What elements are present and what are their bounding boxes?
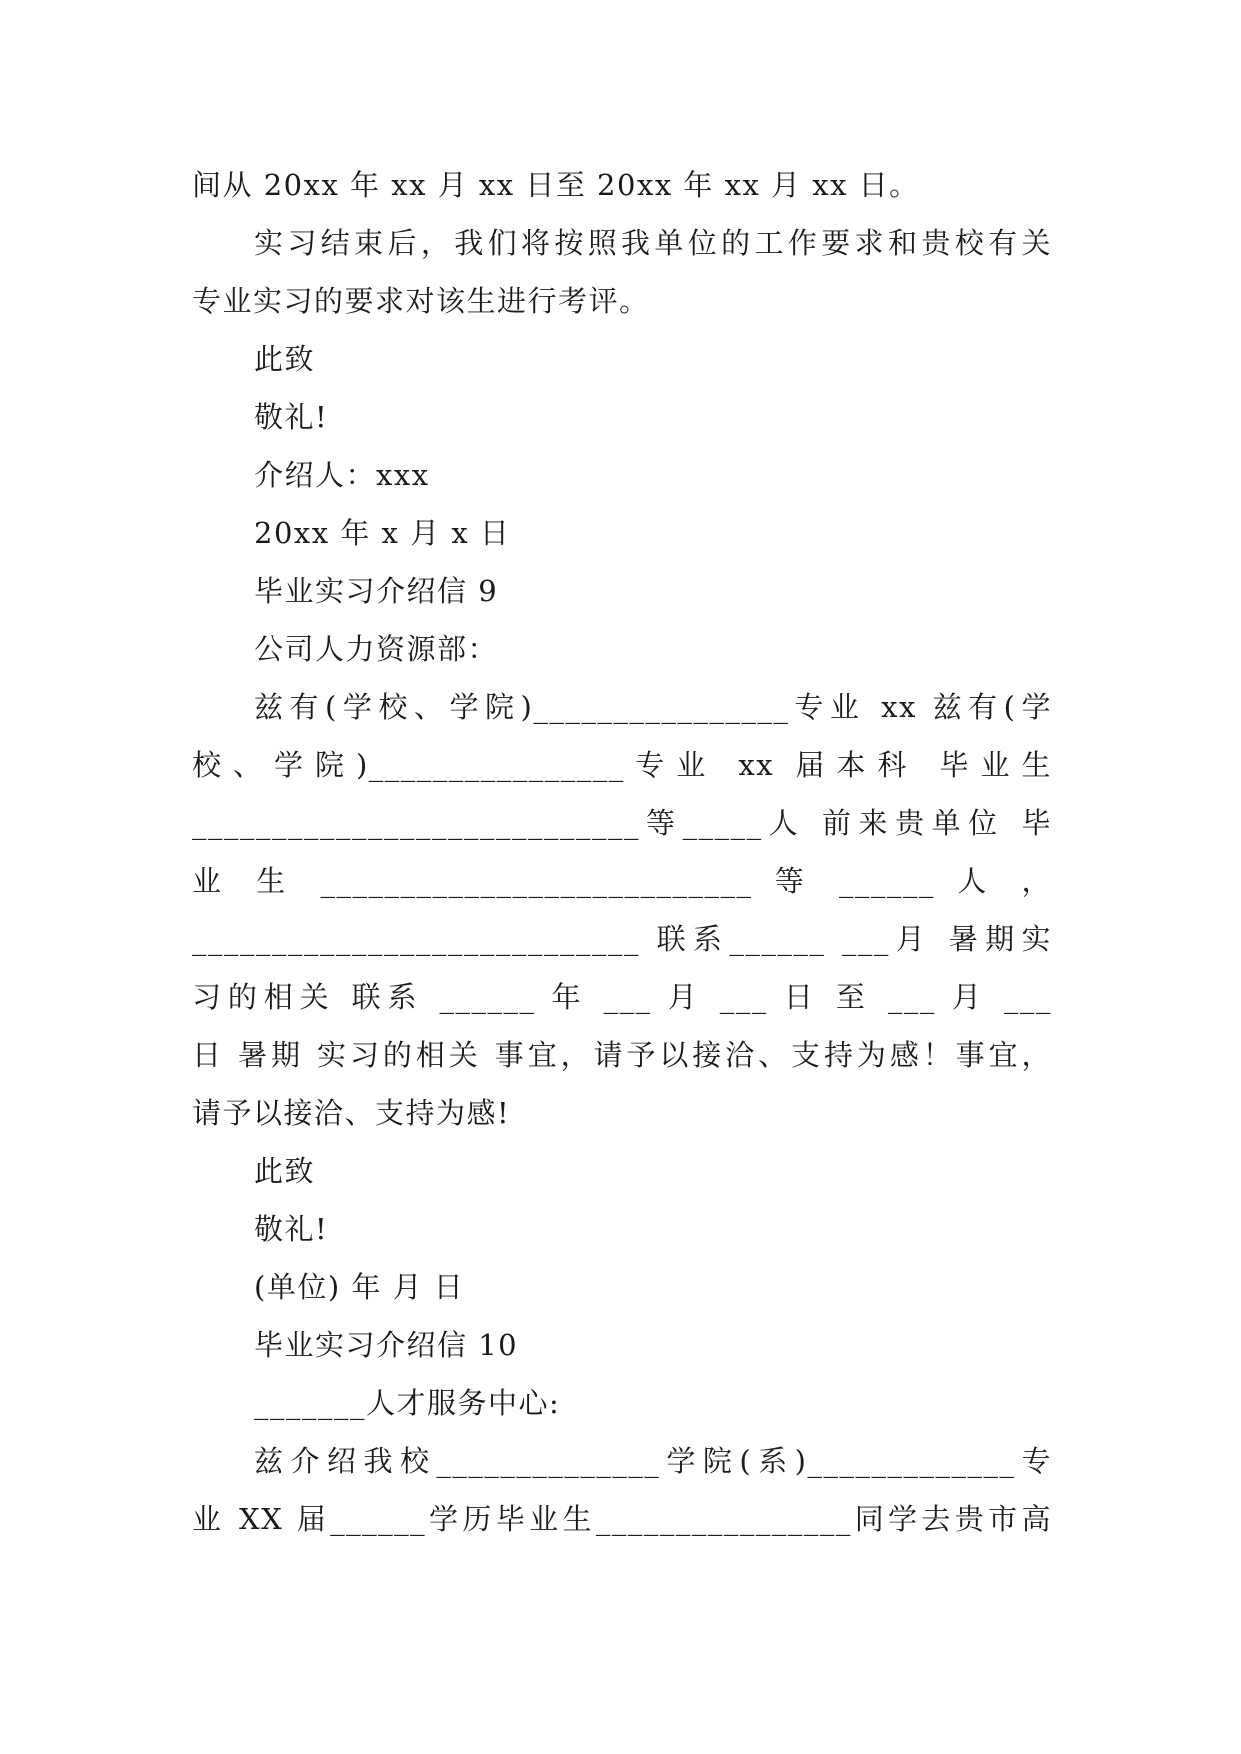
recipient-line: _______人才服务中心: — [254, 1386, 561, 1420]
text-line: 习的相关 联系 ______ 年 ___ 月 ___ 日 至 ___ 月 ___ — [192, 980, 1052, 1014]
text-line: 专业实习的要求对该生进行考评。 — [192, 284, 650, 318]
salutation-line: 此致 — [254, 342, 316, 376]
text-line: 业 XX 届______学历毕业生________________同学去贵市高 — [192, 1502, 1052, 1536]
text-line: 兹介绍我校______________学院(系)_____________专 — [254, 1444, 1052, 1478]
signature-date-line: (单位) 年 月 日 — [254, 1270, 465, 1304]
text-line: 业 生 ___________________________ 等 ______ 人 ， — [192, 864, 1052, 898]
text-line: 请予以接洽、支持为感! — [192, 1096, 511, 1130]
text-line: 兹有(学校、学院)________________专业 xx 兹有(学 — [254, 690, 1052, 724]
introducer-line: 介绍人：xxx — [254, 458, 430, 492]
text-line: 日 暑期 实习的相关 事宜，请予以接洽、支持为感！事宜， — [192, 1038, 1052, 1072]
text-line: 间从 20xx 年 xx 月 xx 日至 20xx 年 xx 月 xx 日。 — [192, 168, 920, 202]
text-line: 实习结束后，我们将按照我单位的工作要求和贵校有关 — [254, 226, 1052, 260]
closing-line: 敬礼! — [254, 400, 329, 434]
section-heading: 毕业实习介绍信 9 — [254, 574, 499, 608]
letter-body — [192, 156, 1052, 1548]
closing-line: 敬礼! — [254, 1212, 329, 1246]
salutation-line: 此致 — [254, 1154, 316, 1188]
date-line: 20xx 年 x 月 x 日 — [254, 516, 511, 550]
text-line: ____________________________等_____人 前来贵单位 毕 — [192, 806, 1052, 840]
text-line: 校、学院)________________专业 xx 届本科 毕业生 — [192, 748, 1052, 782]
recipient-line: 公司人力资源部： — [254, 632, 499, 666]
section-heading: 毕业实习介绍信 10 — [254, 1328, 519, 1362]
text-line: ____________________________ 联系______ ___月 暑期实 — [192, 922, 1052, 956]
